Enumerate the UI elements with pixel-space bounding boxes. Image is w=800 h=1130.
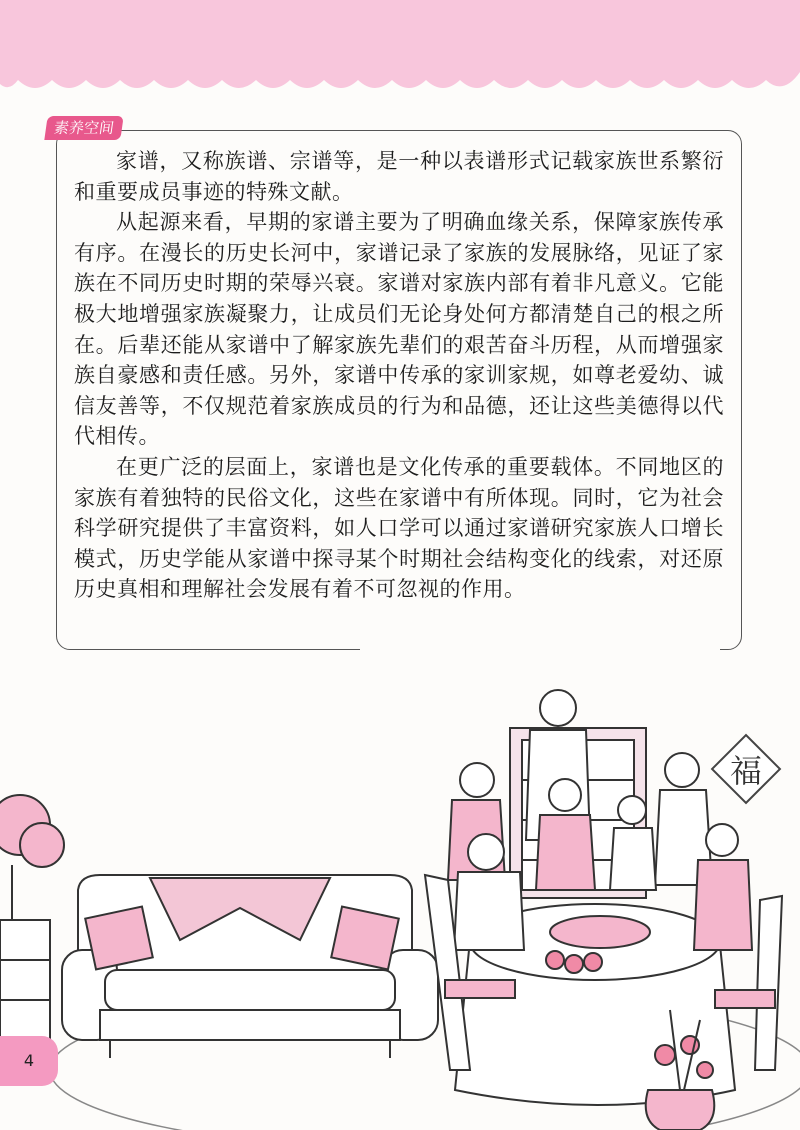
paragraph-1: 家谱，又称族谱、宗谱等，是一种以表谱形式记载家族世系繁衍和重要成员事迹的特殊文献。 xyxy=(74,149,724,204)
header-banner xyxy=(0,0,800,100)
paragraph-3: 在更广泛的层面上，家谱也是文化传承的重要载体。不同地区的家族有着独特的民俗文化，这些在家谱中有所体现。同时，它为社会科学研究提供了丰富资料，如人口学可以通过家谱研究家族人口增长模式，历史学能从家谱中探寻某个时期社会结构变化的线索，对还原历史真相和理解社会发展有着不可忽视的作用。 xyxy=(74,454,724,602)
fu-character: 福 xyxy=(729,752,763,790)
paragraph-2: 从起源来看，早期的家谱主要为了明确血缘关系，保障家族传承有序。在漫长的历史长河中，家谱记录了家族的发展脉络，见证了家族在不同历史时期的荣辱兴衰。家谱对家族内部有着非凡意义。它能极大地增强家族凝聚力，让成员们无论身处何方都清楚自己的根之所在。后辈还能从家谱中了解家族先辈们的艰苦奋斗历程，从而增强家族自豪感和责任感。另外，家谱中传承的家训家规，如尊老爱幼、诚信友善等，不仅规范着家族成员的行为和品德，还让这些美德得以代代相传。 xyxy=(74,210,724,449)
page-number: 4 xyxy=(0,1036,58,1086)
family-dinner-illustration xyxy=(0,650,800,1130)
cabinet xyxy=(0,920,50,1050)
plant xyxy=(0,795,64,920)
sofa xyxy=(62,875,438,1058)
article-text xyxy=(74,146,724,605)
section-tag: 素养空间 xyxy=(44,116,123,140)
